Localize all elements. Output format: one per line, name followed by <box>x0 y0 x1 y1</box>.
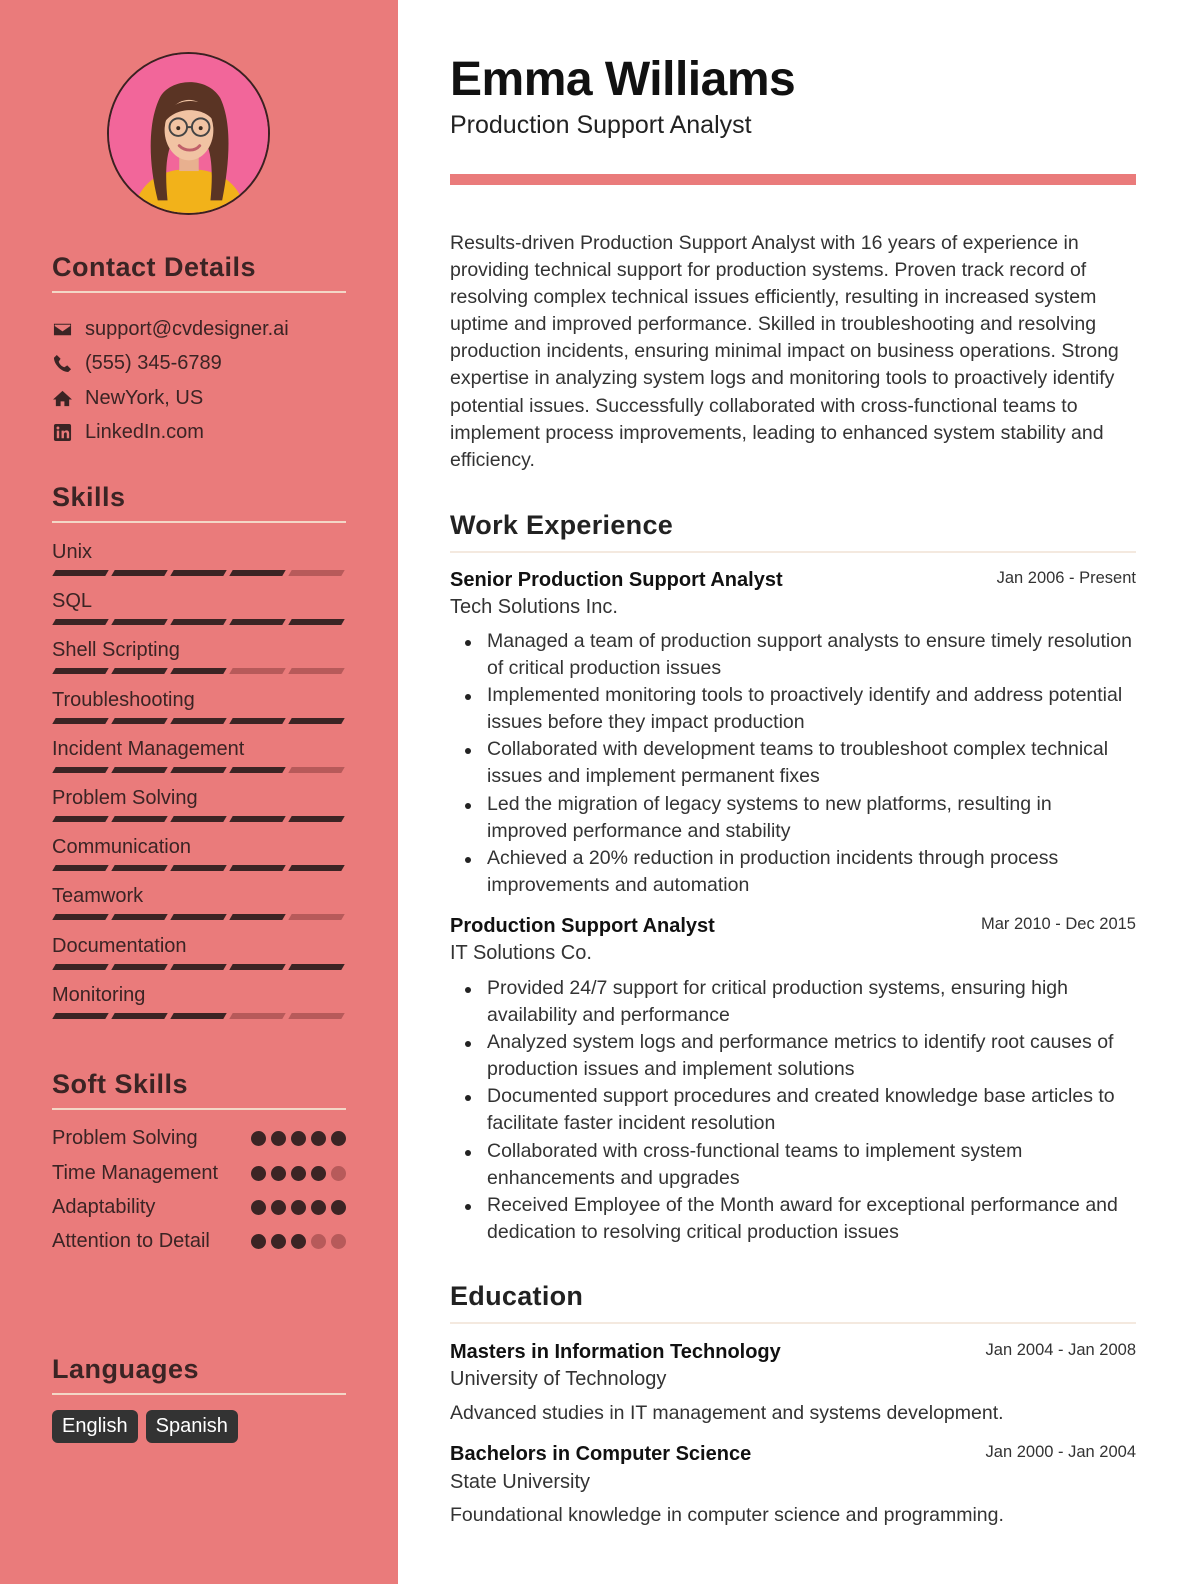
skill-name: SQL <box>52 590 93 613</box>
skill-segment-filled <box>288 865 344 871</box>
skill-segment-filled <box>52 865 108 871</box>
rating-dot-filled <box>331 1200 346 1215</box>
list-item: Documented support procedures and created knowledge base articles to facilitate faster incident resolution <box>450 1083 1136 1137</box>
list-item: Collaborated with development teams to troubleshoot complex technical issues and implement permanent fixes <box>450 736 1136 790</box>
skill-level-bar <box>52 767 346 773</box>
skills-heading: Skills <box>52 482 346 523</box>
skill-segment-empty <box>288 570 344 576</box>
job-date: Jan 2006 - Present <box>996 569 1136 587</box>
job-title: Senior Production Support Analyst <box>450 569 783 591</box>
soft-skill-rating <box>251 1227 346 1255</box>
skill-segment-empty <box>229 1013 285 1019</box>
skill-item <box>52 980 346 1029</box>
soft-skill-rating <box>251 1124 346 1152</box>
rating-dot-filled <box>251 1200 266 1215</box>
candidate-name: Emma Williams <box>450 53 796 106</box>
language-badge: English <box>52 1410 138 1443</box>
skill-segment-filled <box>288 619 344 625</box>
skill-name: Troubleshooting <box>52 688 195 711</box>
skill-item <box>52 783 346 832</box>
education-date: Jan 2004 - Jan 2008 <box>985 1341 1136 1359</box>
skill-segment-filled <box>170 1013 226 1019</box>
envelope-icon <box>52 319 72 339</box>
contact-phone[interactable] <box>52 347 346 382</box>
skill-level-bar <box>52 1013 346 1019</box>
skill-segment-filled <box>288 964 344 970</box>
soft-skills-heading: Soft Skills <box>52 1069 346 1110</box>
skill-segment-filled <box>111 619 167 625</box>
languages-list <box>52 1410 238 1443</box>
languages-heading: Languages <box>52 1354 346 1395</box>
skill-segment-filled <box>111 964 167 970</box>
skill-segment-filled <box>229 816 285 822</box>
skill-item <box>52 537 346 586</box>
skill-segment-empty <box>288 668 344 674</box>
skill-level-bar <box>52 570 346 576</box>
soft-skills-list <box>52 1124 346 1255</box>
rating-dot-filled <box>311 1200 326 1215</box>
skill-segment-empty <box>288 767 344 773</box>
skill-segment-filled <box>52 718 108 724</box>
skill-level-bar <box>52 914 346 920</box>
contact-linkedin[interactable] <box>52 416 346 451</box>
soft-skill-item <box>52 1193 346 1221</box>
job-bullets <box>450 975 1136 1246</box>
skill-name: Teamwork <box>52 885 144 908</box>
rating-dot-filled <box>311 1131 326 1146</box>
skill-segment-filled <box>288 816 344 822</box>
soft-skill-name: Adaptability <box>52 1196 156 1218</box>
job-bullets <box>450 628 1136 899</box>
list-item: Analyzed system logs and performance metrics to identify root causes of production issues and implement solutions <box>450 1029 1136 1083</box>
soft-skill-item <box>52 1227 346 1255</box>
skill-segment-filled <box>229 865 285 871</box>
skill-segment-filled <box>52 767 108 773</box>
skill-segment-filled <box>170 914 226 920</box>
skill-segment-empty <box>229 668 285 674</box>
skill-segment-filled <box>229 619 285 625</box>
accent-divider <box>450 174 1136 185</box>
skill-item <box>52 635 346 684</box>
skill-name: Unix <box>52 541 93 563</box>
skill-level-bar <box>52 865 346 871</box>
skill-segment-filled <box>170 816 226 822</box>
contact-heading: Contact Details <box>52 252 346 293</box>
rating-dot-empty <box>331 1166 346 1181</box>
phone-icon <box>52 354 72 374</box>
list-item: Achieved a 20% reduction in production incidents through process improvements and automation <box>450 845 1136 899</box>
skill-level-bar <box>52 619 346 625</box>
skill-segment-filled <box>170 668 226 674</box>
skill-segment-filled <box>111 816 167 822</box>
skill-segment-filled <box>111 570 167 576</box>
rating-dot-filled <box>271 1131 286 1146</box>
skill-segment-filled <box>52 668 108 674</box>
skill-level-bar <box>52 668 346 674</box>
contact-location-text: NewYork, US <box>85 386 204 409</box>
skill-name: Communication <box>52 836 191 859</box>
list-item: Managed a team of production support analysts to ensure timely resolution of critical production issues <box>450 628 1136 682</box>
rating-dot-filled <box>251 1234 266 1249</box>
soft-skill-item <box>52 1159 346 1187</box>
skill-name: Shell Scripting <box>52 639 180 662</box>
skills-list <box>52 537 346 1029</box>
soft-skill-item <box>52 1124 346 1152</box>
skill-name: Monitoring <box>52 983 146 1006</box>
skill-segment-filled <box>111 865 167 871</box>
list-item: Received Employee of the Month award for exceptional performance and dedication to resolving critical production issues <box>450 1192 1136 1246</box>
portrait-image <box>109 54 268 213</box>
skill-segment-filled <box>229 570 285 576</box>
rating-dot-filled <box>291 1131 306 1146</box>
linkedin-icon <box>52 423 72 443</box>
sidebar <box>0 0 398 1584</box>
skill-segment-filled <box>229 767 285 773</box>
soft-skill-name: Problem Solving <box>52 1127 198 1149</box>
skill-item <box>52 685 346 734</box>
school-name: State University <box>450 1471 591 1493</box>
rating-dot-filled <box>251 1166 266 1181</box>
skill-segment-filled <box>170 767 226 773</box>
skill-segment-filled <box>52 1013 108 1019</box>
rating-dot-empty <box>311 1234 326 1249</box>
contact-email-text: support@cvdesigner.ai <box>85 317 289 340</box>
rating-dot-filled <box>291 1234 306 1249</box>
skill-segment-filled <box>111 668 167 674</box>
skill-level-bar <box>52 718 346 724</box>
skill-segment-filled <box>170 865 226 871</box>
soft-skill-rating <box>251 1193 346 1221</box>
rating-dot-empty <box>331 1234 346 1249</box>
soft-skill-rating <box>251 1159 346 1187</box>
list-item: Collaborated with cross-functional teams to implement system enhancements and upgrades <box>450 1138 1136 1192</box>
job-title: Production Support Analyst <box>450 915 715 937</box>
education-description: Foundational knowledge in computer science and programming. <box>450 1504 1004 1526</box>
profile-summary: Results-driven Production Support Analyst with 16 years of experience in providing technical support for production systems. Proven track record of resolving complex technical issues efficiently, resulting in increased system uptime and improved performance. Skilled in troubleshooting and resolving production incidents, ensuring minimal impact on business operations. Strong expertise in analyzing system logs and monitoring tools to proactively identify potential issues. Successfully collaborated with cross-functional teams to implement process improvements, leading to enhanced system stability and efficiency. <box>450 232 1119 471</box>
skill-segment-filled <box>170 718 226 724</box>
contact-location <box>52 381 346 416</box>
work-experience-heading: Work Experience <box>450 510 1136 553</box>
skill-name: Incident Management <box>52 737 245 760</box>
skill-item <box>52 734 346 783</box>
skill-segment-filled <box>111 718 167 724</box>
skill-level-bar <box>52 816 346 822</box>
skill-segment-filled <box>52 964 108 970</box>
skill-segment-filled <box>52 619 108 625</box>
rating-dot-filled <box>251 1131 266 1146</box>
skill-segment-filled <box>170 570 226 576</box>
contact-list <box>52 312 346 450</box>
skill-segment-filled <box>229 914 285 920</box>
skill-segment-empty <box>288 914 344 920</box>
list-item: Provided 24/7 support for critical production systems, ensuring high availability and performance <box>450 975 1136 1029</box>
skill-segment-filled <box>52 914 108 920</box>
education-description: Advanced studies in IT management and systems development. <box>450 1402 1004 1424</box>
contact-linkedin-text: LinkedIn.com <box>85 421 204 444</box>
list-item: Led the migration of legacy systems to new platforms, resulting in improved performance and stability <box>450 791 1136 845</box>
rating-dot-filled <box>331 1131 346 1146</box>
contact-phone-text: (555) 345-6789 <box>85 352 222 375</box>
skill-segment-filled <box>111 1013 167 1019</box>
skill-segment-filled <box>52 570 108 576</box>
language-badge: Spanish <box>146 1410 238 1443</box>
candidate-title: Production Support Analyst <box>450 111 752 139</box>
company-name: Tech Solutions Inc. <box>450 596 618 618</box>
skill-segment-filled <box>111 767 167 773</box>
home-icon <box>52 388 72 408</box>
rating-dot-filled <box>291 1200 306 1215</box>
rating-dot-filled <box>271 1200 286 1215</box>
degree-title: Bachelors in Computer Science <box>450 1443 752 1465</box>
profile-photo <box>107 52 270 215</box>
skill-item <box>52 586 346 635</box>
skill-segment-filled <box>111 914 167 920</box>
skill-segment-filled <box>229 718 285 724</box>
rating-dot-filled <box>311 1166 326 1181</box>
skill-segment-filled <box>170 964 226 970</box>
skill-name: Problem Solving <box>52 786 198 809</box>
soft-skill-name: Time Management <box>52 1162 218 1184</box>
job-date: Mar 2010 - Dec 2015 <box>980 915 1136 933</box>
skill-segment-filled <box>229 964 285 970</box>
skill-item <box>52 832 346 881</box>
skill-item <box>52 881 346 930</box>
rating-dot-filled <box>291 1166 306 1181</box>
skill-segment-filled <box>52 816 108 822</box>
skill-item <box>52 931 346 980</box>
school-name: University of Technology <box>450 1368 667 1390</box>
skill-name: Documentation <box>52 934 187 957</box>
list-item: Implemented monitoring tools to proactively identify and address potential issues before they impact production <box>450 682 1136 736</box>
skill-segment-filled <box>288 718 344 724</box>
soft-skill-name: Attention to Detail <box>52 1230 210 1252</box>
skill-segment-empty <box>288 1013 344 1019</box>
rating-dot-filled <box>271 1234 286 1249</box>
skill-segment-filled <box>170 619 226 625</box>
company-name: IT Solutions Co. <box>450 942 592 964</box>
education-date: Jan 2000 - Jan 2004 <box>985 1443 1136 1461</box>
rating-dot-filled <box>271 1166 286 1181</box>
education-heading: Education <box>450 1281 1136 1324</box>
contact-email[interactable] <box>52 312 346 347</box>
skill-level-bar <box>52 964 346 970</box>
degree-title: Masters in Information Technology <box>450 1341 781 1363</box>
